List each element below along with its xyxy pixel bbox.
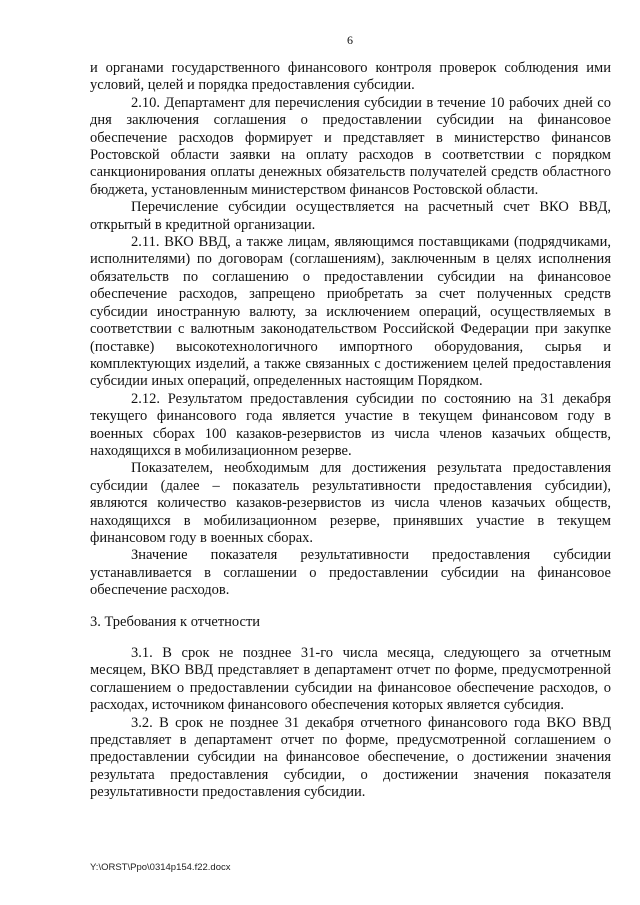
paragraph-3-1: 3.1. В срок не позднее 31-го числа месяца, следующего за отчетным месяцем, ВКО ВВД представляет в департамент отчет по форме, предусмотренной соглашением о предоставлении субсидии на финансовое обеспечение расходов, о расходах, источником финансового обеспечения которых является субсидия. <box>90 645 611 714</box>
paragraph-continuation: и органами государственного финансового контроля проверок соблюдения ими условий, целей и порядка предоставления субсидии. <box>90 60 611 94</box>
page-number: 6 <box>347 33 353 47</box>
paragraph-2-12: 2.12. Результатом предоставления субсидии по состоянию на 31 декабря текущего финансового года является участие в текущем финансовом году в военных сборах 100 казаков-резервистов из числа членов казачьих обществ, находящихся в мобилизационном резерве. <box>90 390 611 459</box>
footer-file-path: Y:\ORST\Ppo\0314p154.f22.docx <box>90 862 231 873</box>
paragraph-indicator: Показателем, необходимым для достижения результата предоставления субсидии (далее – показатель результативности предоставления субсидии), являются количество казаков-резервистов из числа членов казачьих обществ, находящихся в мобилизационном резерве, принявших участие в текущем финансовом году в военных сборах. <box>90 460 611 546</box>
section-3-heading-block <box>90 600 611 645</box>
section-3-heading: 3. Требования к отчетности <box>90 613 261 630</box>
paragraph-transfer-account: Перечисление субсидии осуществляется на расчетный счет ВКО ВВД, открытый в кредитной организации. <box>90 199 611 233</box>
paragraph-indicator-value: Значение показателя результативности предоставления субсидии устанавливается в соглашении о предоставлении субсидии на финансовое обеспечение расходов. <box>90 547 611 599</box>
paragraph-3-2: 3.2. В срок не позднее 31 декабря отчетного финансового года ВКО ВВД представляет в департамент отчет по форме, предусмотренной соглашением о предоставлении субсидии на финансовое обеспечение, о достижении значения результата предоставления субсидии, о достижении значения показателя результативности предоставления субсидии. <box>90 714 611 801</box>
paragraph-2-11: 2.11. ВКО ВВД, а также лицам, являющимся поставщиками (подрядчиками, исполнителями) по договорам (соглашениям), заключенным в целях исполнения обязательств по соглашению о предоставлении субсидии на финансовое обеспечение расходов, запрещено приобретать за счет полученных средств субсидии иностранную валюту, за исключением операций, осуществляемых в соответствии с валютным законодательством Российской Федерации при закупке (поставке) высокотехнологичного импортного оборудования, сырья и комплектующих изделий, а также связанных с достижением целей предоставления субсидии иных операций, определенных настоящим Порядком. <box>90 234 611 390</box>
paragraph-2-10: 2.10. Департамент для перечисления субсидии в течение 10 рабочих дней со дня заключения соглашения о предоставлении субсидии на финансовое обеспечение расходов формирует и представляет в министерство финансов Ростовской области заявки на оплату расходов в соответствии с порядком санкционирования оплаты денежных обязательств получателей средств областного бюджета, установленным министерством финансов Ростовской области. <box>90 94 611 198</box>
document-body <box>90 60 611 802</box>
